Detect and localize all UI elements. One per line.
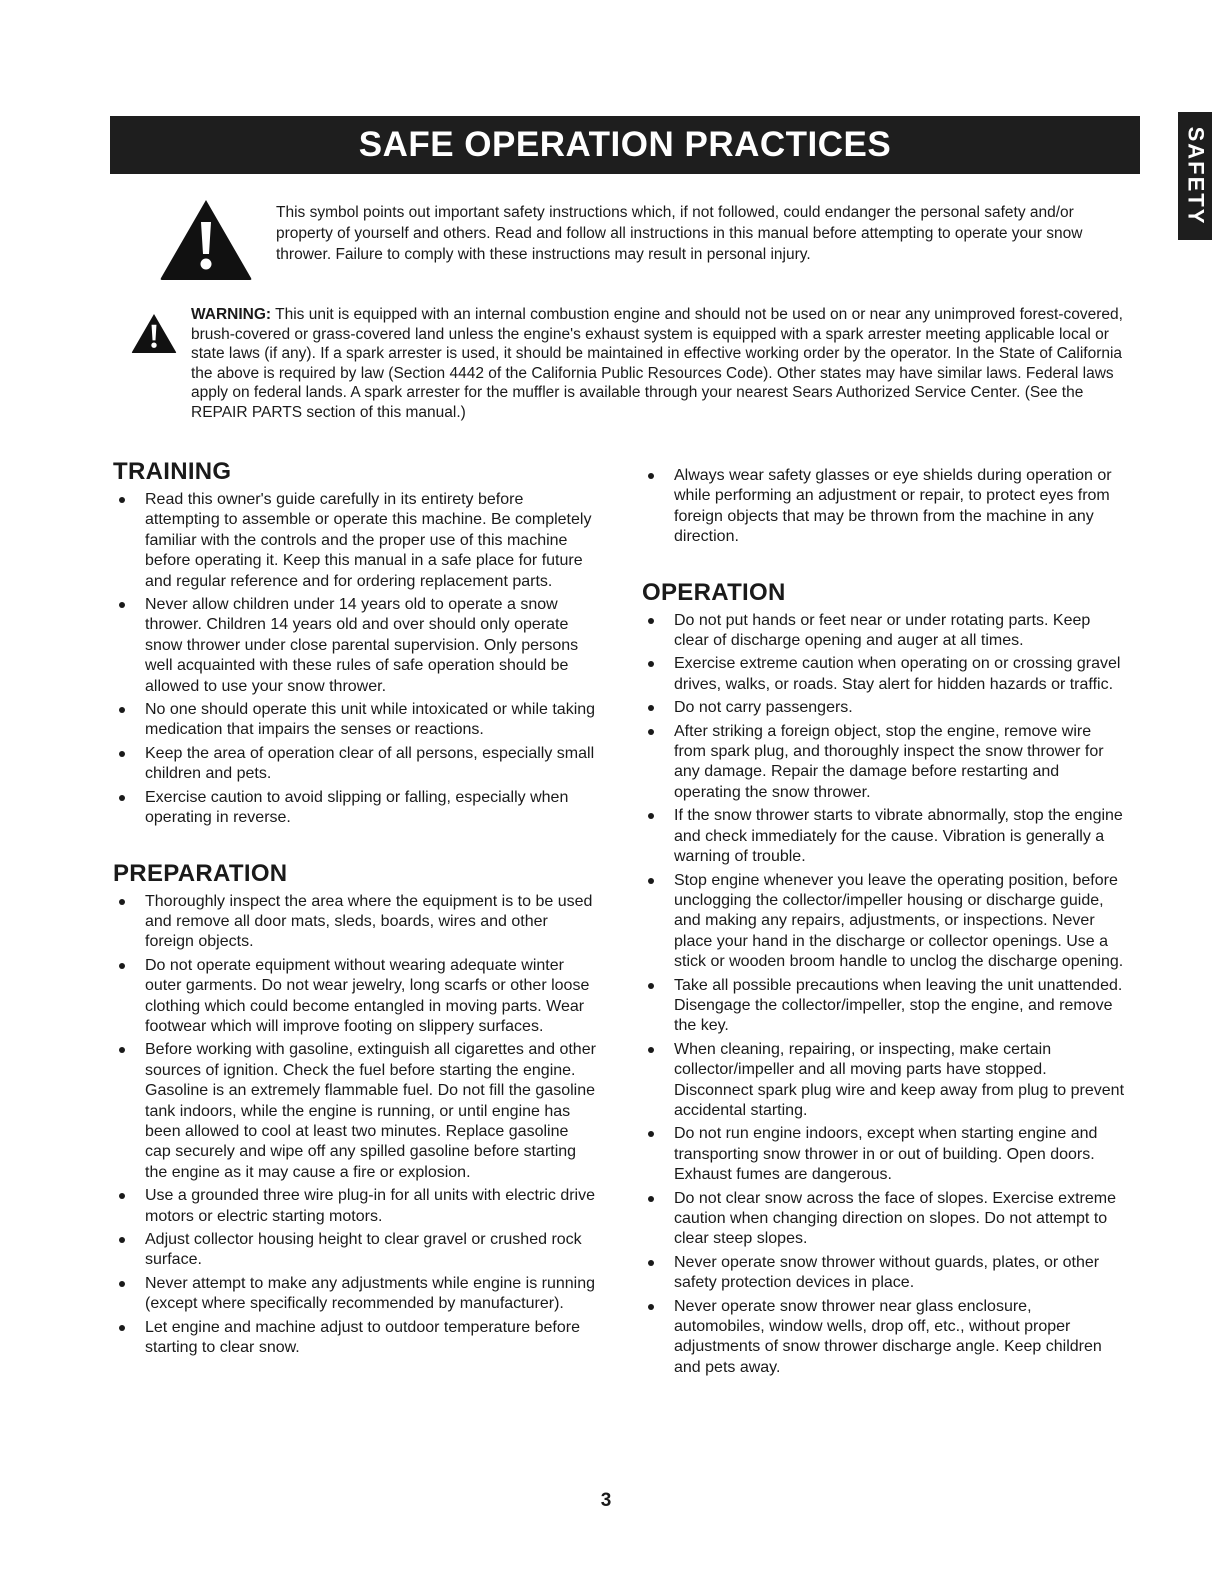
list-item: Adjust collector housing height to clear gravel or crushed rock surface. xyxy=(113,1230,598,1271)
section-tab-label: SAFETY xyxy=(1183,126,1209,226)
list-item: Let engine and machine adjust to outdoor temperature before starting to clear snow. xyxy=(113,1318,598,1359)
list-item: Never operate snow thrower without guards, plates, or other safety protection devices in place. xyxy=(642,1253,1126,1294)
list-item: When cleaning, repairing, or inspecting, make certain collector/impeller and all moving parts have stopped. Disconnect spark plug wire and keep away from plug to prevent accidental starting. xyxy=(642,1040,1126,1122)
list-item: Before working with gasoline, extinguish all cigarettes and other sources of ignition. Check the fuel before starting the engine. Gasoline is an extremely flammable fuel. Do not fill the gasoline tank indoors, while the engine is running, or until engine has been allowed to cool at least two minutes. Replace gasoline cap securely and wipe off any spilled gasoline before starting the engine as it may cause a fire or explosion. xyxy=(113,1040,598,1183)
preparation-heading: PREPARATION xyxy=(113,859,288,887)
list-item: Never allow children under 14 years old to operate a snow thrower. Children 14 years old and over should only operate snow thrower under close parental supervision. Only persons well acquainted with these rules of safe operation should be allowed to use your snow thrower. xyxy=(113,595,598,697)
operation-list xyxy=(642,611,1126,1379)
left-column xyxy=(113,458,598,1361)
warning-text: This unit is equipped with an internal combustion engine and should not be used on or near any unimproved forest-covered, brush-covered or grass-covered land unless the engine's exhaust system is equipped with a spark arrester meeting applicable local or state laws (if any). If a spark arrester is used, it should be maintained in effective working order by the operator. In the State of California the above is required by law (Section 4442 of the California Public Resources Code). Other states may have similar laws. Federal laws apply on federal lands. A spark arrester for the muffler is available through your nearest Sears Authorized Service Center. (See the REPAIR PARTS section of this manual.) xyxy=(191,306,1123,421)
warning-paragraph xyxy=(191,305,1131,422)
operation-heading: OPERATION xyxy=(642,578,786,606)
list-item: No one should operate this unit while intoxicated or while taking medication that impairs the senses or reactions. xyxy=(113,700,598,741)
warning-triangle-icon xyxy=(158,196,254,282)
list-item: Never operate snow thrower near glass enclosure, automobiles, window wells, drop off, etc., without proper adjustments of snow thrower discharge angle. Keep children and pets away. xyxy=(642,1297,1126,1379)
training-heading: TRAINING xyxy=(113,458,232,485)
list-item: Keep the area of operation clear of all persons, especially small children and pets. xyxy=(113,744,598,785)
banner-title: SAFE OPERATION PRACTICES xyxy=(358,125,892,164)
list-item: Stop engine whenever you leave the operating position, before unclogging the collector/impeller housing or discharge guide, and making any repairs, adjustments, or inspections. Never place your hand in the discharge or collector openings. Use a stick or wooden broom handle to unclog the discharge opening. xyxy=(642,871,1126,973)
warning-label: WARNING: xyxy=(191,306,272,323)
list-item: If the snow thrower starts to vibrate abnormally, stop the engine and check immediately for the cause. Vibration is generally a warning of trouble. xyxy=(642,806,1126,867)
list-item: Do not carry passengers. xyxy=(642,698,1126,718)
preparation-list xyxy=(113,892,598,1359)
page-banner xyxy=(110,116,1140,174)
list-item: Do not put hands or feet near or under rotating parts. Keep clear of discharge opening and auger at all times. xyxy=(642,611,1126,652)
list-item: Exercise caution to avoid slipping or falling, especially when operating in reverse. xyxy=(113,788,598,829)
list-item: Read this owner's guide carefully in its entirety before attempting to assemble or operate this machine. Be completely familiar with the controls and the proper use of this machine before operating it. Keep this manual in a safe place for future and regular reference and for ordering replacement parts. xyxy=(113,490,598,592)
page-number: 3 xyxy=(600,1490,612,1511)
list-item: Do not run engine indoors, except when starting engine and transporting snow thrower in or out of building. Open doors. Exhaust fumes are dangerous. xyxy=(642,1124,1126,1185)
list-item: Never attempt to make any adjustments while engine is running (except where specifically recommended by manufacturer). xyxy=(113,1274,598,1315)
warning-triangle-icon xyxy=(130,312,178,354)
list-item: Always wear safety glasses or eye shields during operation or while performing an adjustment or repair, to protect eyes from foreign objects that may be thrown from the machine in any direction. xyxy=(642,466,1126,548)
list-item: Exercise extreme caution when operating on or crossing gravel drives, walks, or roads. Stay alert for hidden hazards or traffic. xyxy=(642,654,1126,695)
list-item: Use a grounded three wire plug-in for all units with electric drive motors or electric starting motors. xyxy=(113,1186,598,1227)
intro-paragraph: This symbol points out important safety instructions which, if not followed, could endanger the personal safety and/or property of yourself and others. Read and follow all instructions in this manual before attempting to operate your snow thrower. Failure to comply with these instructions may result in personal injury. xyxy=(276,204,1083,263)
list-item: Thoroughly inspect the area where the equipment is to be used and remove all door mats, sleds, boards, wires and other foreign objects. xyxy=(113,892,598,953)
training-list xyxy=(113,490,598,829)
list-item: Take all possible precautions when leaving the unit unattended. Disengage the collector/impeller, stop the engine, and remove the key. xyxy=(642,976,1126,1037)
right-column xyxy=(642,466,1126,1381)
training-list-continued xyxy=(642,466,1126,548)
list-item: After striking a foreign object, stop the engine, remove wire from spark plug, and thoroughly inspect the snow thrower for any damage. Repair the damage before restarting and operating the snow thrower. xyxy=(642,722,1126,804)
list-item: Do not clear snow across the face of slopes. Exercise extreme caution when changing direction on slopes. Do not attempt to clear steep slopes. xyxy=(642,1189,1126,1250)
list-item: Do not operate equipment without wearing adequate winter outer garments. Do not wear jewelry, long scarfs or other loose clothing which could become entangled in moving parts. Wear footwear which will improve footing on slippery surfaces. xyxy=(113,956,598,1038)
section-tab xyxy=(1178,112,1212,240)
